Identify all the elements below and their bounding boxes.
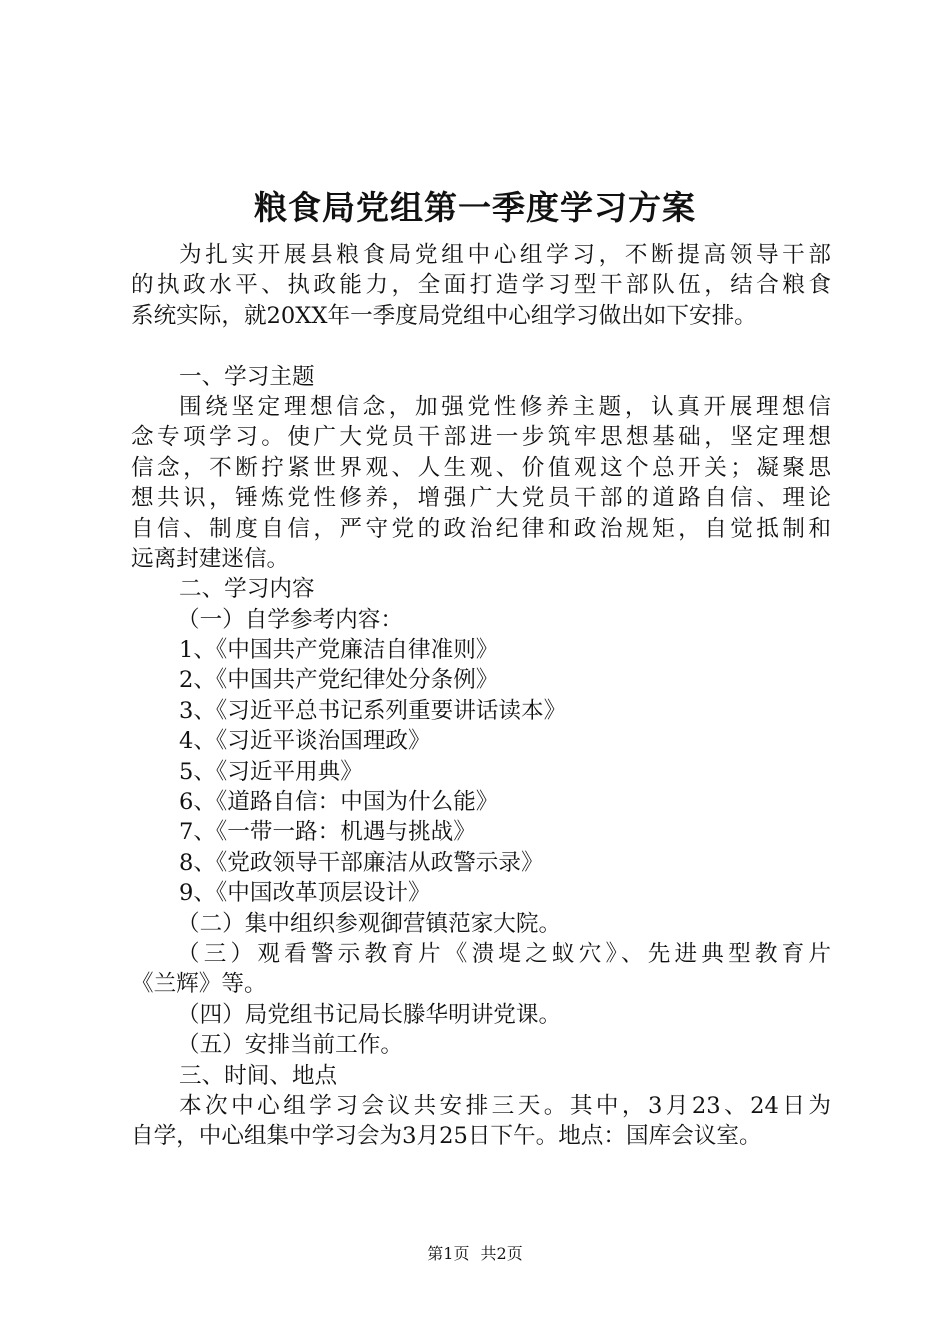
subsection-film-continued: 《兰辉》等。	[131, 971, 267, 998]
theme-line: 念专项学习。使广大党员干部进一步筑牢思想基础，坚定理想	[131, 424, 831, 451]
subsection-party-lecture: （四）局党组书记局长滕华明讲党课。	[177, 1001, 562, 1028]
book-item: 4、《习近平谈治国理政》	[179, 728, 431, 755]
subsection-visit: （二）集中组织参观御营镇范家大院。	[177, 910, 562, 937]
subsection-film: （三）观看警示教育片《溃堤之蚁穴》、先进典型教育片	[177, 940, 831, 967]
theme-line: 远离封建迷信。	[131, 545, 290, 572]
book-item: 7、《一带一路：机遇与挑战》	[179, 819, 476, 846]
time-place-paragraph	[131, 1091, 831, 1152]
theme-paragraph	[131, 392, 831, 574]
book-item: 9、《中国改革顶层设计》	[179, 880, 431, 907]
subsection-work-arrangement: （五）安排当前工作。	[177, 1032, 403, 1059]
book-list	[131, 635, 831, 909]
intro-line: 系统实际，就20XX年一季度局党组中心组学习做出如下安排。	[131, 302, 757, 329]
theme-line: 想共识，锤炼党性修养，增强广大党员干部的道路自信、理论	[131, 485, 831, 512]
theme-line: 自信、制度自信，严守党的政治纪律和政治规矩，自觉抵制和	[131, 515, 831, 542]
section-heading-content: 二、学习内容	[179, 576, 315, 603]
book-item: 8、《党政领导干部廉洁从政警示录》	[179, 849, 544, 876]
book-item: 6、《道路自信：中国为什么能》	[179, 789, 499, 816]
section-heading-theme: 一、学习主题	[179, 363, 315, 390]
book-item: 5、《习近平用典》	[179, 758, 363, 785]
theme-line: 信念，不断拧紧世界观、人生观、价值观这个总开关；凝聚思	[131, 454, 831, 481]
time-place-line: 本次中心组学习会议共安排三天。其中，3月23、24日为	[179, 1092, 831, 1119]
section-heading-time-place: 三、时间、地点	[179, 1062, 338, 1089]
book-item: 3、《习近平总书记系列重要讲话读本》	[179, 697, 567, 724]
page-number-total: 共2页	[480, 1244, 523, 1263]
blank-line	[131, 331, 831, 361]
theme-line: 围绕坚定理想信念，加强党性修养主题，认真开展理想信	[179, 393, 831, 420]
intro-line: 为扎实开展县粮食局党组中心组学习，不断提高领导干部	[179, 242, 831, 268]
subsection-self-study: （一）自学参考内容：	[177, 606, 403, 633]
document-body	[131, 240, 831, 1152]
intro-line: 的执政水平、执政能力，全面打造学习型干部队伍，结合粮食	[131, 272, 831, 299]
intro-paragraph	[131, 240, 831, 331]
book-item: 2、《中国共产党纪律处分条例》	[179, 667, 499, 694]
book-item: 1、《中国共产党廉洁自律准则》	[179, 637, 499, 664]
document-title: 粮食局党组第一季度学习方案	[254, 188, 696, 227]
page-number-current: 第1页	[427, 1244, 470, 1263]
time-place-line: 自学，中心组集中学习会为3月25日下午。地点：国库会议室。	[131, 1123, 762, 1150]
page-footer	[0, 1243, 950, 1265]
